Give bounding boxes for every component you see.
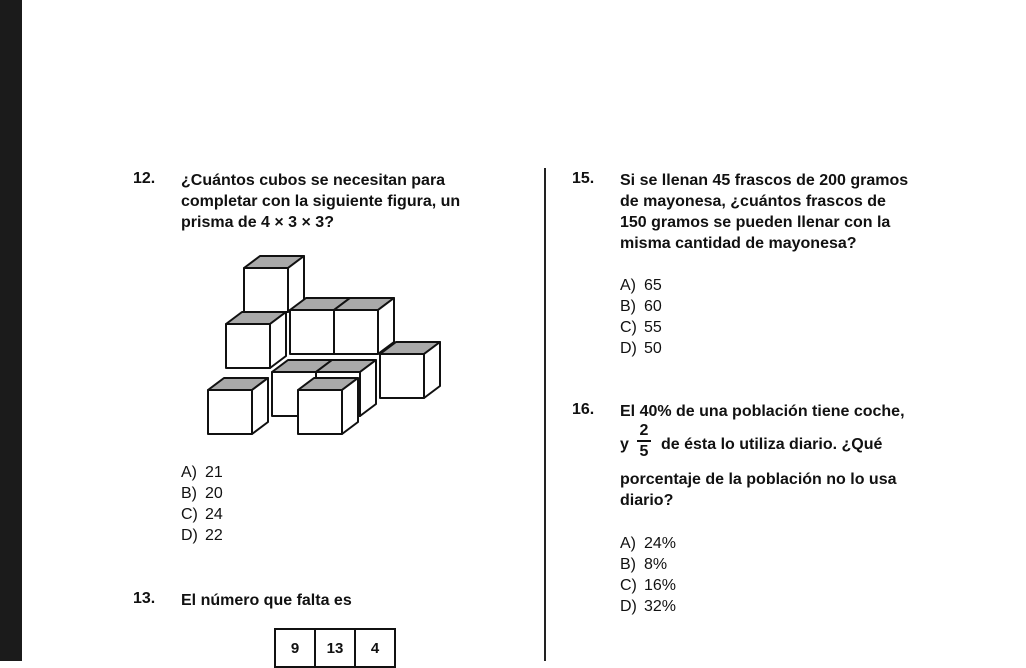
q16-text-pre: y bbox=[620, 436, 629, 453]
q16-option-b[interactable]: B) 8% bbox=[620, 556, 668, 573]
q12-option-a[interactable]: A) 21 bbox=[181, 464, 223, 481]
q12-text-line3: prisma de 4 × 3 × 3? bbox=[181, 214, 334, 231]
cube-figure bbox=[200, 248, 450, 440]
q16-text-line4: diario? bbox=[620, 492, 674, 509]
q13-text: El número que falta es bbox=[181, 592, 352, 609]
q12-text-line1: ¿Cuántos cubos se necesitan para bbox=[181, 172, 446, 189]
q12-options bbox=[181, 462, 223, 546]
fraction-bar bbox=[637, 440, 651, 442]
q12-number: 12. bbox=[133, 170, 156, 187]
cube bbox=[244, 256, 304, 312]
fraction-denominator: 5 bbox=[639, 443, 649, 460]
q12-text bbox=[181, 170, 521, 233]
q16-number: 16. bbox=[572, 401, 595, 418]
cube bbox=[380, 342, 440, 398]
q15-text-line2: de mayonesa, ¿cuántos frascos de bbox=[620, 193, 886, 210]
q15-options bbox=[620, 275, 662, 359]
q15-option-d[interactable]: D) 50 bbox=[620, 340, 662, 357]
number-sequence-boxes bbox=[274, 628, 396, 668]
q16-option-c[interactable]: C) 16% bbox=[620, 577, 677, 594]
cube bbox=[334, 298, 394, 354]
q15-number: 15. bbox=[572, 170, 595, 187]
q16-options bbox=[620, 533, 676, 617]
cube bbox=[226, 312, 286, 368]
number-box: 4 bbox=[355, 629, 395, 667]
q15-text-line1: Si se llenan 45 frascos de 200 gramos bbox=[620, 172, 909, 189]
left-border-bar bbox=[0, 0, 22, 661]
q15-text-line4: misma cantidad de mayonesa? bbox=[620, 235, 857, 252]
q12-option-c[interactable]: C) 24 bbox=[181, 506, 223, 523]
q16-option-d[interactable]: D) 32% bbox=[620, 598, 677, 615]
q12-option-d[interactable]: D) 22 bbox=[181, 527, 223, 544]
q12-text-line2: completar con la siguiente figura, un bbox=[181, 193, 461, 210]
q15-option-b[interactable]: B) 60 bbox=[620, 298, 662, 315]
q15-text-line3: 150 gramos se pueden llenar con la bbox=[620, 214, 891, 231]
q13-number: 13. bbox=[133, 590, 156, 607]
q12-option-b[interactable]: B) 20 bbox=[181, 485, 223, 502]
column-divider bbox=[544, 168, 546, 661]
q16-text-post: de ésta lo utiliza diario. ¿Qué bbox=[661, 436, 883, 453]
cube bbox=[208, 378, 268, 434]
q16-option-a[interactable]: A) 24% bbox=[620, 535, 677, 552]
q15-option-a[interactable]: A) 65 bbox=[620, 277, 662, 294]
q16-text-line1: El 40% de una población tiene coche, bbox=[620, 403, 905, 420]
number-box: 9 bbox=[275, 629, 315, 667]
q16-text-rest bbox=[620, 469, 980, 511]
q15-option-c[interactable]: C) 55 bbox=[620, 319, 662, 336]
cube bbox=[298, 378, 358, 434]
number-box: 13 bbox=[315, 629, 355, 667]
q16-text-line3: porcentaje de la población no lo usa bbox=[620, 471, 897, 488]
q15-text bbox=[620, 170, 980, 254]
fraction bbox=[637, 422, 651, 460]
fraction-numerator: 2 bbox=[639, 422, 649, 439]
